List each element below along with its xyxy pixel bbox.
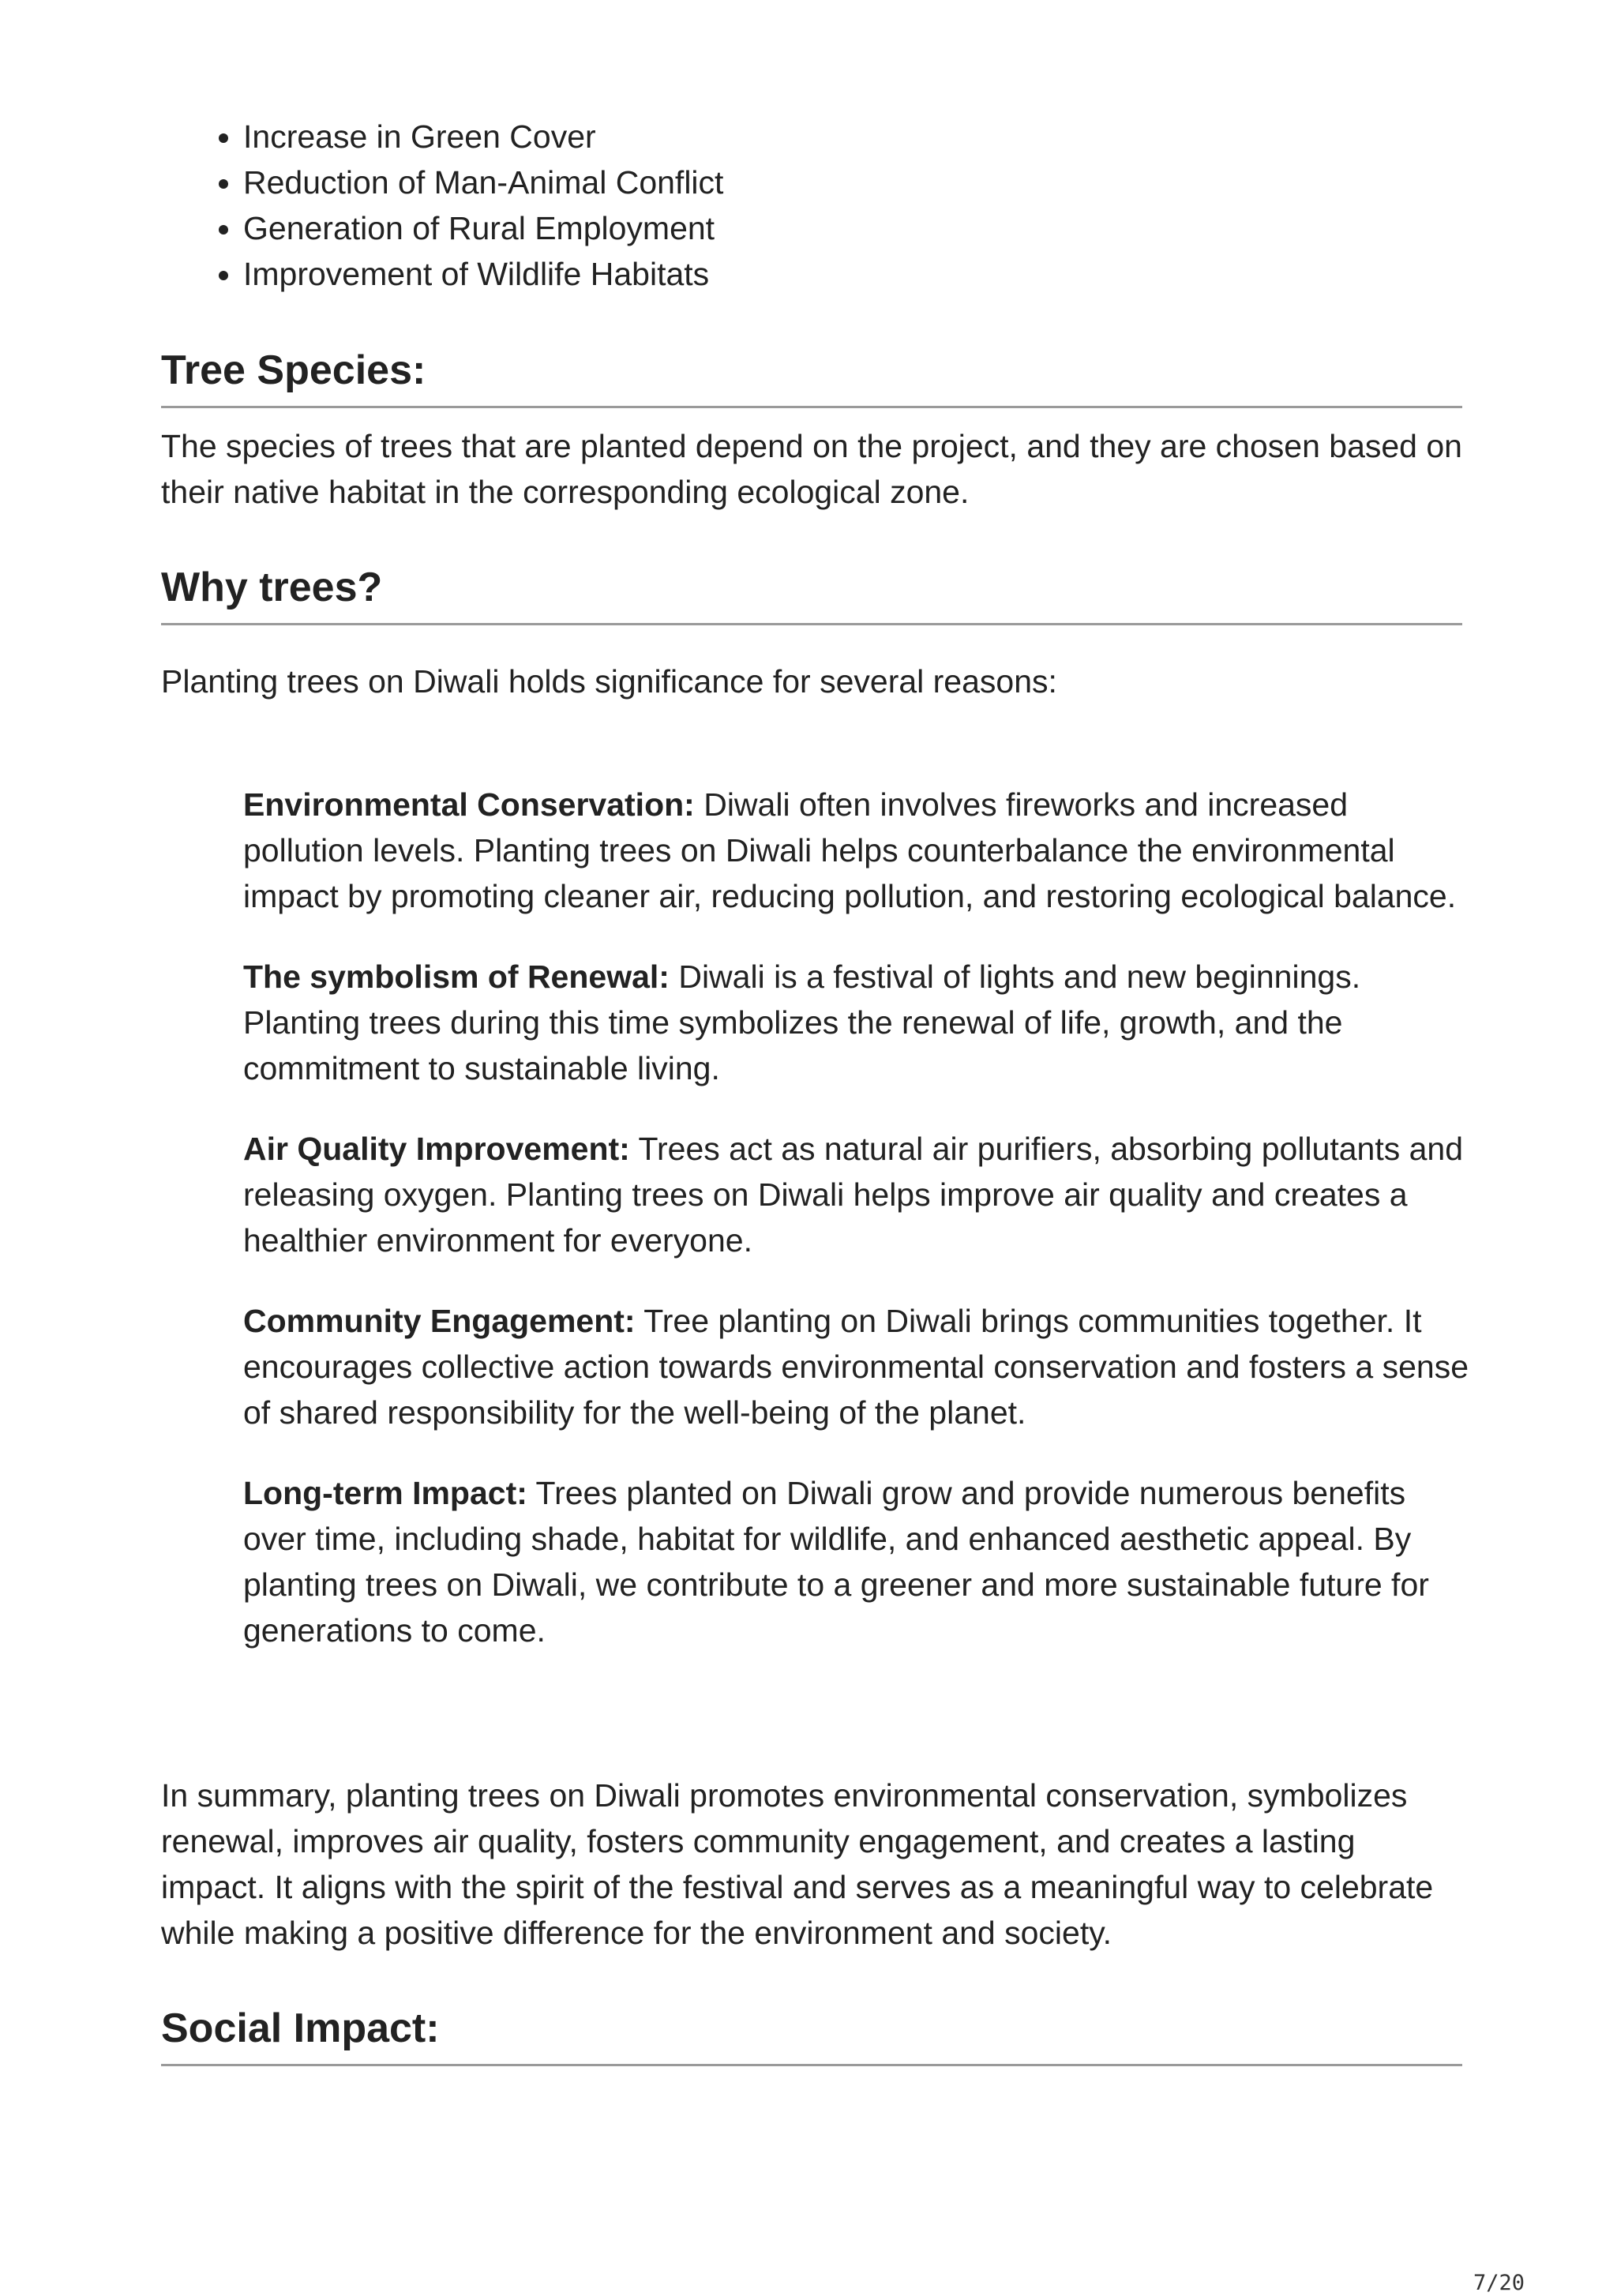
benefits-list <box>161 114 723 297</box>
reasons-block <box>243 782 1475 1688</box>
list-item: • Reduction of Man-Animal Conflict <box>243 159 723 205</box>
section-divider <box>161 623 1462 625</box>
list-item: • Generation of Rural Employment <box>243 205 723 251</box>
reason-text: Tree planting on Diwali brings communities together. It encourages collective action towards environmental conservation and fosters a sense of shared responsibility for the well-being of the planet. <box>243 1303 1469 1431</box>
reason-text: Trees planted on Diwali grow and provide numerous benefits over time, including shade, habitat for wildlife, and enhanced aesthetic appeal. By planting trees on Diwali, we contribute to a greener and more sustainable future for generations to come. <box>243 1475 1429 1649</box>
reason-item <box>243 954 1475 1091</box>
reason-item <box>243 1126 1475 1263</box>
reason-title: The symbolism of Renewal: <box>243 959 670 995</box>
reason-text: Trees act as natural air purifiers, absorbing pollutants and releasing oxygen. Planting trees on Diwali helps improve air quality and creates a healthier environment for everyone. <box>243 1131 1464 1259</box>
reason-title: Community Engagement: <box>243 1303 636 1339</box>
reason-item <box>243 782 1475 919</box>
tree-species-heading: Tree Species: <box>161 347 426 393</box>
reason-text: Diwali often involves fireworks and increased pollution levels. Planting trees on Diwali helps counterbalance the environmental impact by promoting cleaner air, reducing pollution, and restoring ecological balance. <box>243 786 1457 914</box>
page-number: 7/20 <box>1473 2271 1525 2295</box>
reason-item <box>243 1470 1475 1653</box>
tree-species-paragraph: The species of trees that are planted depend on the project, and they are chosen based on their native habitat in the corresponding ecological zone. <box>161 428 1462 510</box>
reason-title: Long-term Impact: <box>243 1475 527 1511</box>
why-trees-intro: Planting trees on Diwali holds significance for several reasons: <box>161 663 1057 700</box>
list-item: • Increase in Green Cover <box>243 114 723 159</box>
social-impact-heading: Social Impact: <box>161 2005 440 2051</box>
reason-text: Diwali is a festival of lights and new beginnings. Planting trees during this time symbolizes the renewal of life, growth, and the commitment to sustainable living. <box>243 959 1361 1086</box>
summary-paragraph: In summary, planting trees on Diwali promotes environmental conservation, symbolizes renewal, improves air quality, fosters community engagement, and creates a lasting impact. It aligns with the spirit of the festival and serves as a meaningful way to celebrate while making a positive difference for the environment and society. <box>161 1777 1434 1951</box>
reason-item <box>243 1298 1475 1435</box>
list-item: • Improvement of Wildlife Habitats <box>243 251 723 297</box>
section-divider <box>161 2064 1462 2066</box>
reason-title: Environmental Conservation: <box>243 786 695 823</box>
section-divider <box>161 406 1462 408</box>
why-trees-heading: Why trees? <box>161 565 383 610</box>
reason-title: Air Quality Improvement: <box>243 1131 630 1167</box>
